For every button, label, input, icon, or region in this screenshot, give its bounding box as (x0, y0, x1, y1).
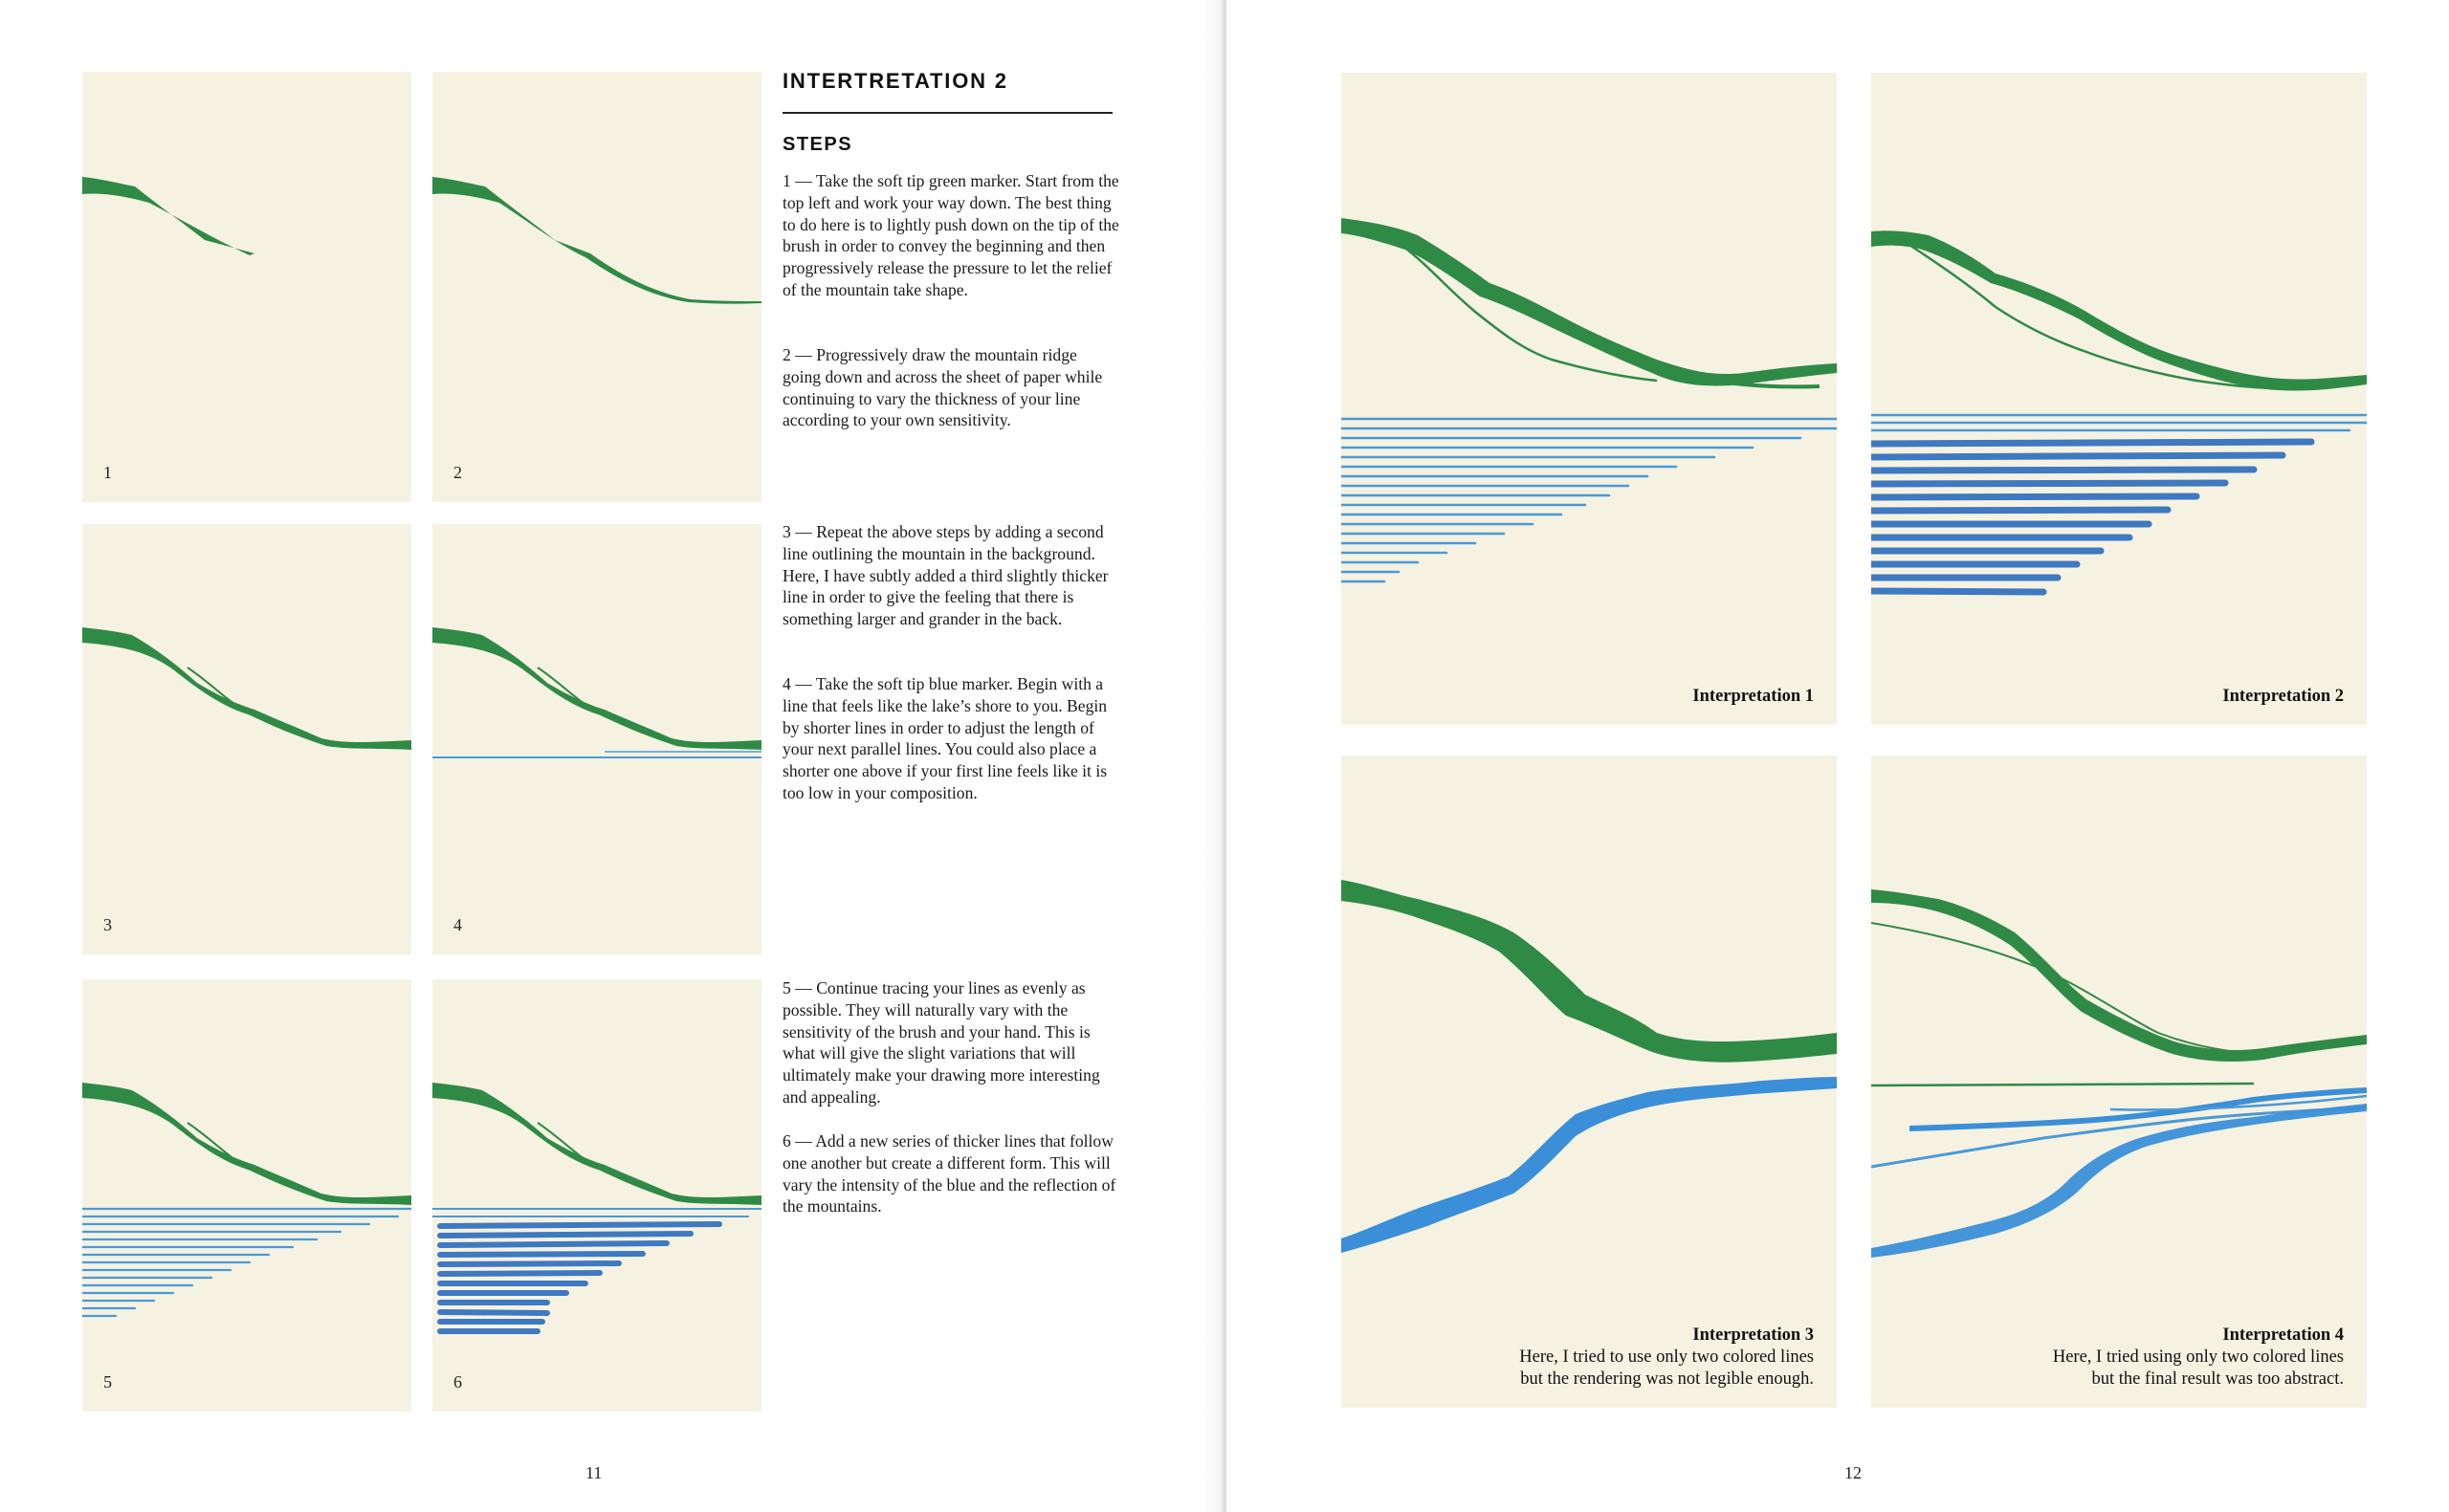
step-4-text: 4 — Take the soft tip blue marker. Begin with a line that feels like the lake’s shore to you. Begin by shorter lines in order to adjust the length of your next parallel lines. You could also place a shorter one above if your first line feels like it is too low in your composition. (783, 674, 1108, 802)
panel-number: 2 (453, 463, 462, 482)
interpretation-panel-4 (1871, 756, 2367, 1408)
right-page (1226, 0, 2449, 1512)
step-5-drawing (82, 979, 411, 1412)
step-2-text: 2 — Progressively draw the mountain ridge going down and across the sheet of paper while continuing to vary the thickness of your line according to your own sensitivity. (783, 345, 1103, 430)
interpretation-panel-2 (1871, 73, 2367, 725)
step-5-text: 5 — Continue tracing your lines as evenly as possible. They will naturally vary with the sensitivity of the brush and your hand. This is what will give the slight variations that will ultimately make your drawing more interesting and appealing. (783, 978, 1100, 1107)
panel-number: 4 (453, 915, 462, 934)
interpretation-2-drawing (1871, 73, 2367, 725)
step-panel-5 (82, 979, 411, 1412)
step-panel-6 (432, 979, 761, 1412)
interpretation-caption-4 (2038, 1325, 2344, 1391)
steps-heading: STEPS (783, 134, 853, 155)
interpretation-panel-3 (1341, 756, 1837, 1408)
left-page (0, 0, 1223, 1512)
interpretation-description: Here, I tried using only two colored lines but the final result was too abstract. (2052, 1348, 2344, 1389)
interpretation-1-drawing (1341, 73, 1837, 725)
step-1-drawing (82, 72, 411, 502)
step-3-text: 3 — Repeat the above steps by adding a second line outlining the mountain in the background. Here, I have subtly added a third slightly thicker line in order to give the feeling that there is something larger and grander in the back. (783, 522, 1109, 629)
panel-number: 6 (453, 1372, 462, 1391)
step-6-text: 6 — Add a new series of thicker lines that follow one another but create a different form. This will vary the intensity of the blue and the reflection of the mountains. (783, 1131, 1116, 1216)
interpretation-caption-2 (2038, 686, 2344, 708)
interpretation-caption-3 (1508, 1325, 1814, 1391)
panel-number: 3 (103, 915, 112, 934)
title-rule (783, 112, 1113, 114)
section-title: INTERTRETATION 2 (783, 69, 1008, 93)
panel-number: 1 (103, 463, 112, 482)
panel-number: 5 (103, 1372, 112, 1391)
page-number-left: 11 (585, 1463, 603, 1482)
step-6-drawing (432, 979, 761, 1412)
step-4-drawing (432, 524, 761, 954)
interpretation-4-drawing (1871, 756, 2367, 1408)
interpretation-title: Interpretation 4 (2222, 1326, 2344, 1345)
step-3-drawing (82, 524, 411, 954)
step-1-text: 1 — Take the soft tip green marker. Start from the top left and work your way down. The best thing to do here is to lightly push down on the tip of the brush in order to convey the beginning and then progressively release the pressure to let the relief of the mountain take shape. (783, 171, 1119, 299)
step-panel-3 (82, 524, 411, 954)
step-panel-1 (82, 72, 411, 502)
interpretation-description: Here, I tried to use only two colored lines but the rendering was not legible enough. (1519, 1348, 1814, 1389)
page-number-right: 12 (1844, 1463, 1862, 1482)
interpretation-panel-1 (1341, 73, 1837, 725)
interpretation-caption-1 (1508, 686, 1814, 708)
interpretation-title: Interpretation 2 (2222, 687, 2344, 706)
interpretation-title: Interpretation 1 (1692, 687, 1814, 706)
step-panel-4 (432, 524, 761, 954)
step-2-drawing (432, 72, 761, 502)
interpretation-3-drawing (1341, 756, 1837, 1408)
step-panel-2 (432, 72, 761, 502)
interpretation-title: Interpretation 3 (1692, 1326, 1814, 1345)
